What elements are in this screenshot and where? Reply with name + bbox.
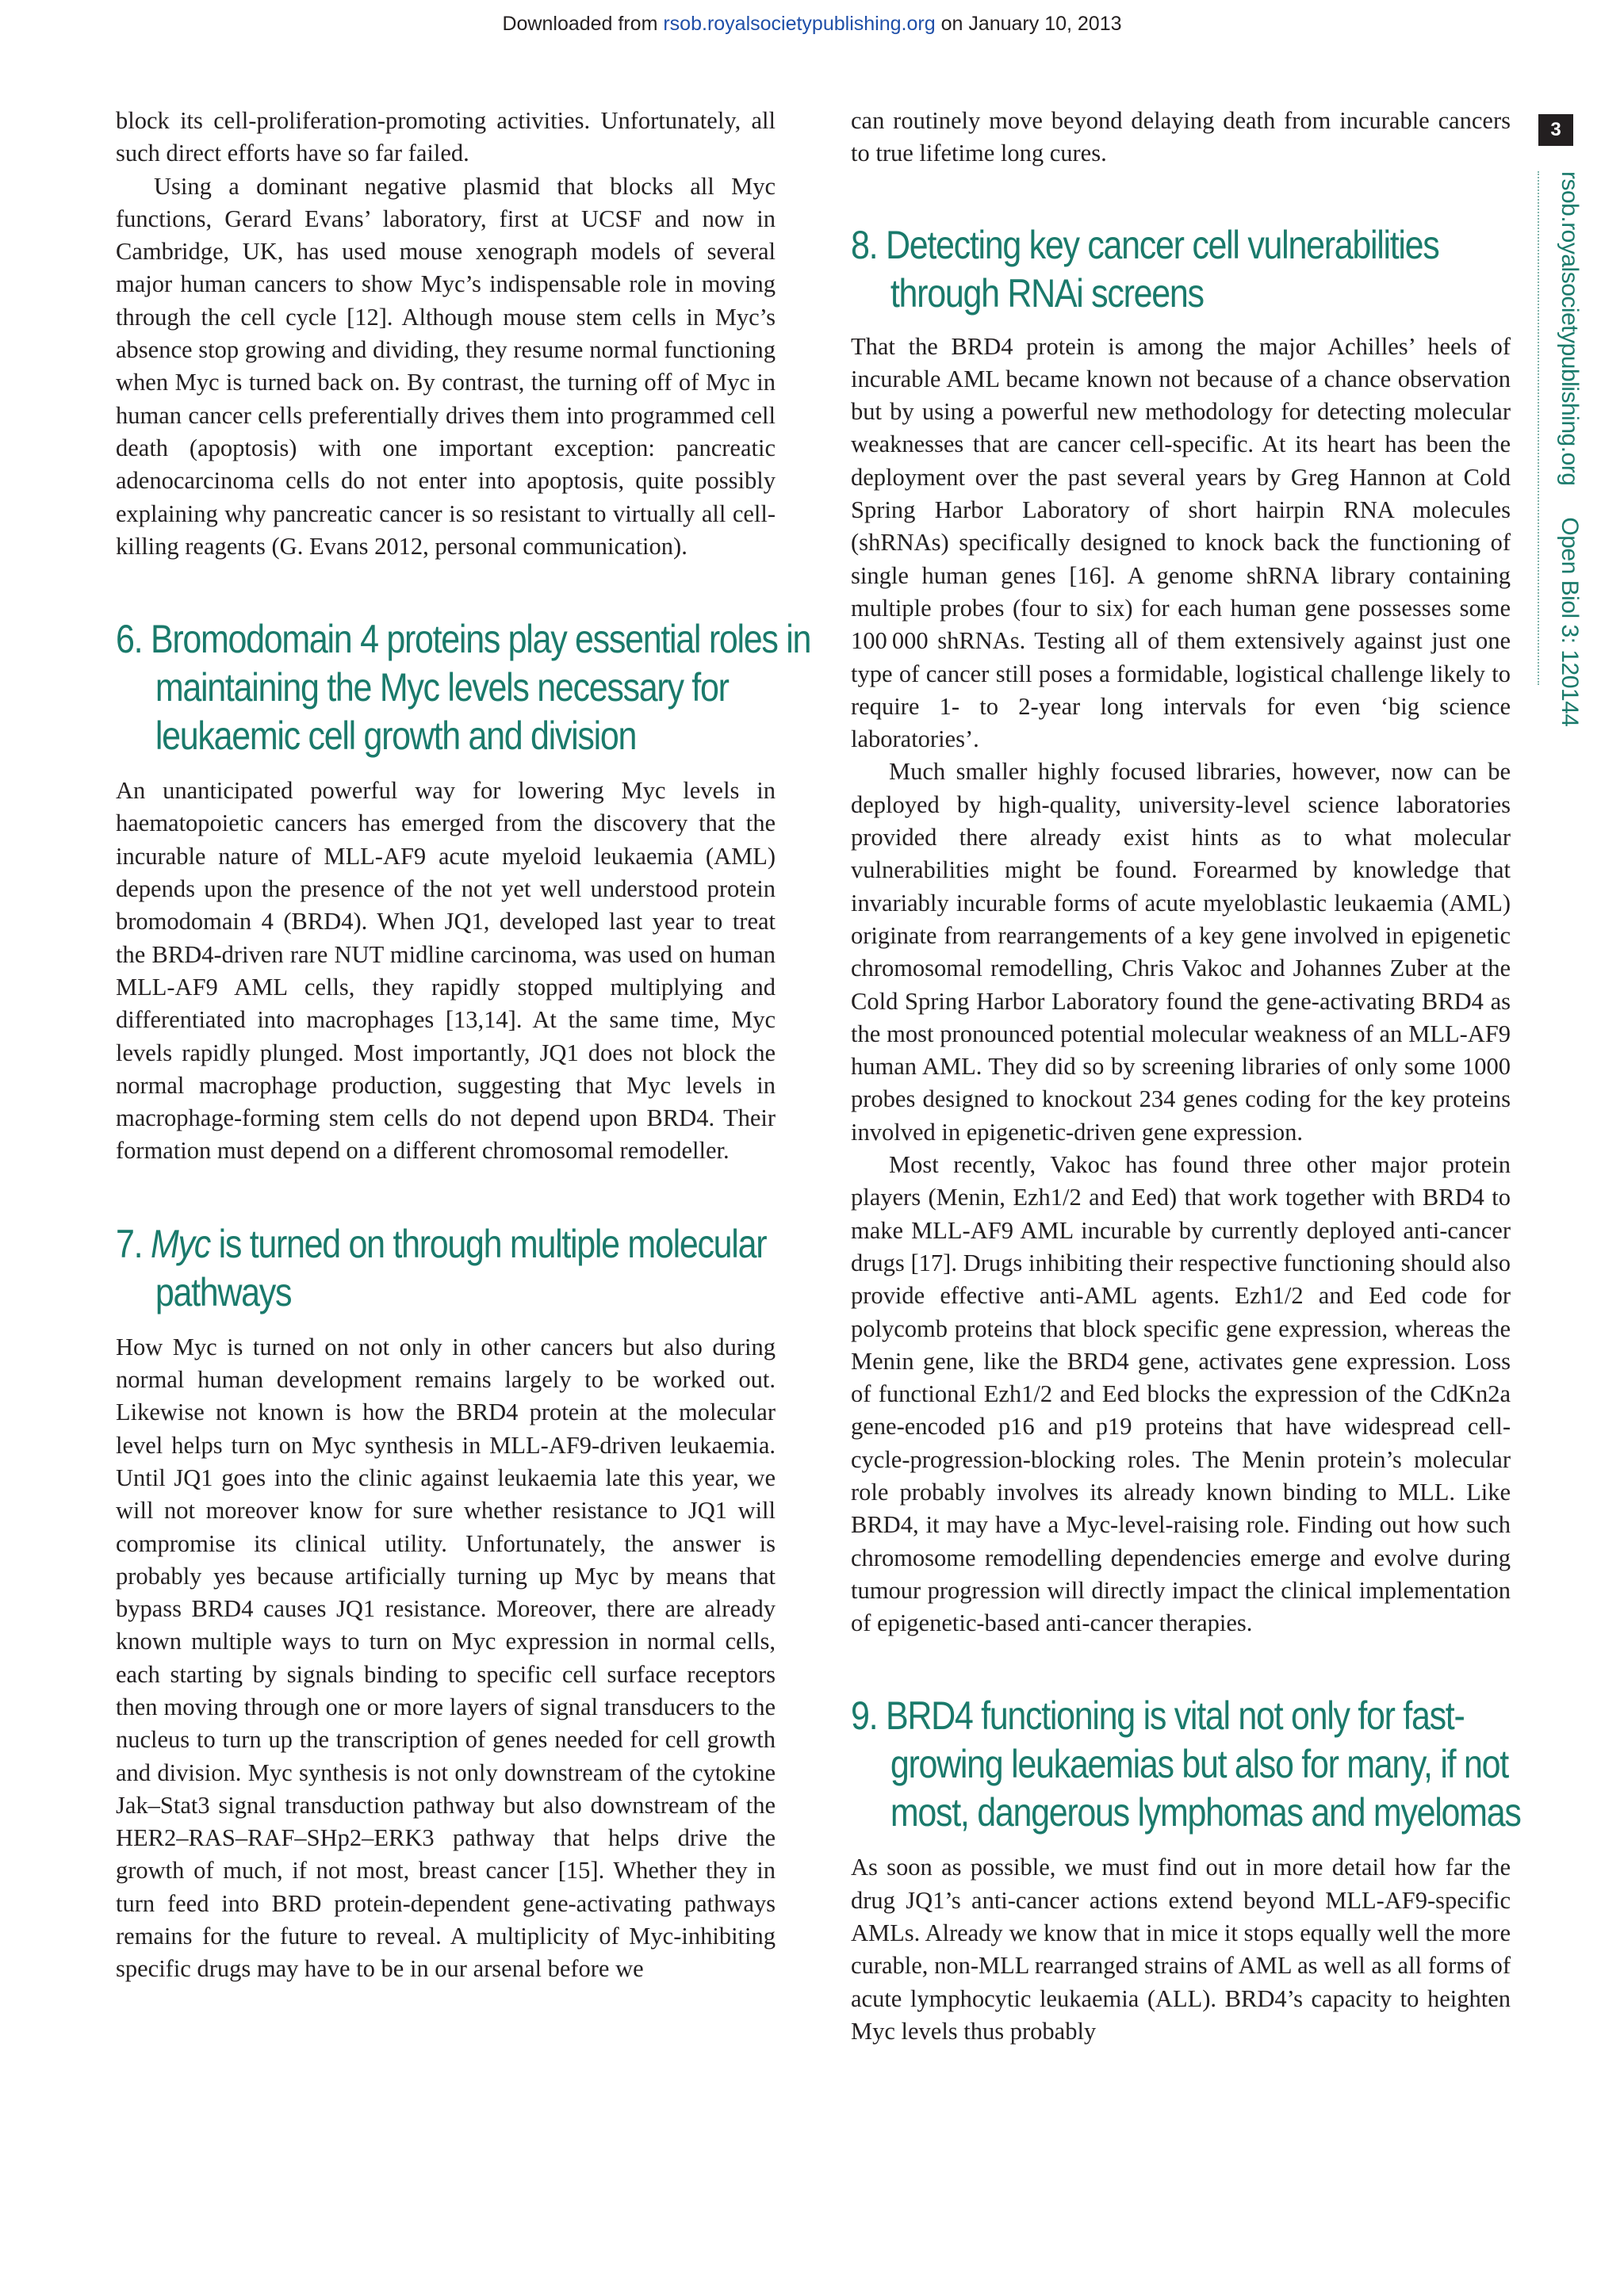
- paragraph: Most recently, Vakoc has found three other major protein players (Menin, Ezh1/2 and Eed) that work together with BRD4 to make MLL-AF9 AML incurable by currently deployed anti-cancer drugs [17]. Drugs inhibiting their respective functioning should also provide effective anti-AML agents. Ezh1/2 and Eed code for polycomb proteins that block specific gene expression, whereas the Menin gene, like the BRD4 gene, activates gene expression. Loss of functional Ezh1/2 and Eed blocks the expression of the CdKn2a gene-encoded p16 and p19 proteins that have widespread cell-cycle-progression-blocking roles. The Menin protein’s molecular role probably involves its already known binding to MLL. Like BRD4, it may have a Myc-level-raising role. Finding out how such chromosome remodelling dependencies emerge and evolve during tumour progression will directly impact the clinical implementation of epigenetic-based anti-cancer therapies.: [851, 1151, 1511, 1637]
- sidebar-site: rsob.royalsocietypublishing.org: [1557, 171, 1583, 486]
- page-number: 3: [1538, 114, 1573, 146]
- section-heading-9: 9. BRD4 functioning is vital not only for fast-growing leukaemias but also for many, if not most, dangerous lymphomas and myelomas: [851, 1693, 1521, 1835]
- right-column: [851, 105, 1521, 2048]
- journal-sidebar: [1556, 171, 1583, 726]
- paragraph: That the BRD4 protein is among the major Achilles’ heels of incurable AML became known not because of a chance observation but by using a powerful new methodology for detecting molecular weaknesses that are cancer cell-specific. At its heart has been the deployment over the past several years by Greg Hannon at Cold Spring Harbor Laboratory of short hairpin RNA molecules (shRNAs) specifically designed to knock back the functioning of single human genes [16]. A genome shRNA library containing multiple probes (four to six) for each human gene possesses some 100 000 shRNAs. Testing all of them extensively against just one type of cancer still poses a formidable, logistical challenge likely to require 1- to 2-year long intervals for even ‘big science laboratories’.: [851, 332, 1511, 753]
- sidebar-citation: Open Biol 3: 120144: [1557, 517, 1583, 727]
- section-number: 7.: [116, 1221, 143, 1266]
- paragraph: How Myc is turned on not only in other cancers but also during normal human development remains largely to be worked out. Likewise not known is how the BRD4 protein at the molecular level helps turn on Myc synthesis in MLL-AF9-driven leukaemia. Until JQ1 goes into the clinic against leukaemia late this year, we will not moreover know for sure whether resistance to JQ1 will compromise its clinical utility. Unfortunately, the answer is probably yes because artificially turning up Myc by means that bypass BRD4 causes JQ1 resistance. Moreover, there are already known multiple ways to turn on Myc expression in normal cells, each starting by signals binding to specific cell surface receptors then moving through one or more layers of signal transducers to the nucleus to turn up the transcription of genes needed for cell growth and division. Myc synthesis is not only downstream of the cytokine Jak–Stat3 signal transduction pathway but also downstream of the HER2–RAS–RAF–SHp2–ERK3 pathway that helps drive the growth of much, if not most, breast cancer [15]. Whether they in turn feed into BRD protein-dependent gene-activating pathways remains for the future to reveal. A multiplicity of Myc-inhibiting specific drugs may have to be in our arsenal before we: [116, 1333, 776, 1983]
- left-column: [116, 105, 811, 1986]
- journal-site-link[interactable]: rsob.royalsocietypublishing.org: [663, 13, 936, 35]
- paragraph: An unanticipated powerful way for lowering Myc levels in haematopoietic cancers has emerged from the discovery that the incurable nature of MLL-AF9 acute myeloid leukaemia (AML) depends upon the presence of the not yet well understood protein bromodomain 4 (BRD4). When JQ1, developed last year to treat the BRD4-driven rare NUT midline carcinoma, was used on human MLL-AF9 AML cells, they rapidly stopped multiplying and differentiated into macrophages [13,14]. At the same time, Myc levels rapidly plunged. Most importantly, JQ1 does not block the normal macrophage production, suggesting that Myc levels in macrophage-forming stem cells do not depend upon BRD4. Their formation must depend on a different chromosomal remodeller.: [116, 777, 776, 1165]
- download-prefix: Downloaded from: [502, 13, 658, 35]
- section-heading-text: is turned on through multiple molecular pathways: [155, 1221, 767, 1314]
- paragraph: can routinely move beyond delaying death from incurable cancers to true lifetime long cures.: [851, 107, 1511, 167]
- section-heading-italic: Myc: [150, 1221, 210, 1266]
- paragraph: As soon as possible, we must find out in more detail how far the drug JQ1’s anti-cancer actions extend beyond MLL-AF9-specific AMLs. Already we know that in mice it stops equally well the more curable, non-MLL rearranged strains of AML as well as all forms of acute lymphocytic leukaemia (ALL). BRD4’s capacity to heighten Myc levels thus probably: [851, 1854, 1511, 2045]
- paragraph: Much smaller highly focused libraries, however, now can be deployed by high-quality, university-level science laboratories provided there already exist hints as to what molecular vulnerabilities might be found. Forearmed by knowledge that invariably incurable forms of acute myeloblastic leukaemia (AML) originate from rearrangements of a key gene involved in epigenetic chromosomal remodelling, Chris Vakoc and Johannes Zuber at the Cold Spring Harbor Laboratory found the gene-activating BRD4 as the most pronounced potential molecular weakness of an MLL-AF9 human AML. They did so by screening libraries of only some 1000 probes designed to knockout 234 genes coding for the key proteins involved in epigenetic-driven gene expression.: [851, 758, 1511, 1146]
- section-heading-8: 8. Detecting key cancer cell vulnerabilities through RNAi screens: [851, 222, 1439, 316]
- download-date: on January 10, 2013: [940, 13, 1122, 35]
- download-banner: [0, 13, 1624, 36]
- section-heading-6: 6. Bromodomain 4 proteins play essential roles in maintaining the Myc levels necessary for leukaemic cell growth and division: [116, 617, 811, 759]
- paragraph: Using a dominant negative plasmid that blocks all Myc functions, Gerard Evans’ laboratory, first at UCSF and now in Cambridge, UK, has used mouse xenograph models of several major human cancers to show Myc’s indispensable role in moving through the cell cycle [12]. Although mouse stem cells in Myc’s absence stop growing and dividing, they resume normal functioning when Myc is turned back on. By contrast, the turning off of Myc in human cancer cells preferentially drives them into programmed cell death (apoptosis) with one important exception: pancreatic adenocarcinoma cells do not enter into apoptosis, quite possibly explaining why pancreatic cancer is so resistant to virtually all cell-killing reagents (G. Evans 2012, personal communication).: [116, 172, 776, 560]
- section-heading-7: [116, 1220, 814, 1317]
- paragraph: block its cell-proliferation-promoting activities. Unfortunately, all such direct efforts have so far failed.: [116, 107, 776, 167]
